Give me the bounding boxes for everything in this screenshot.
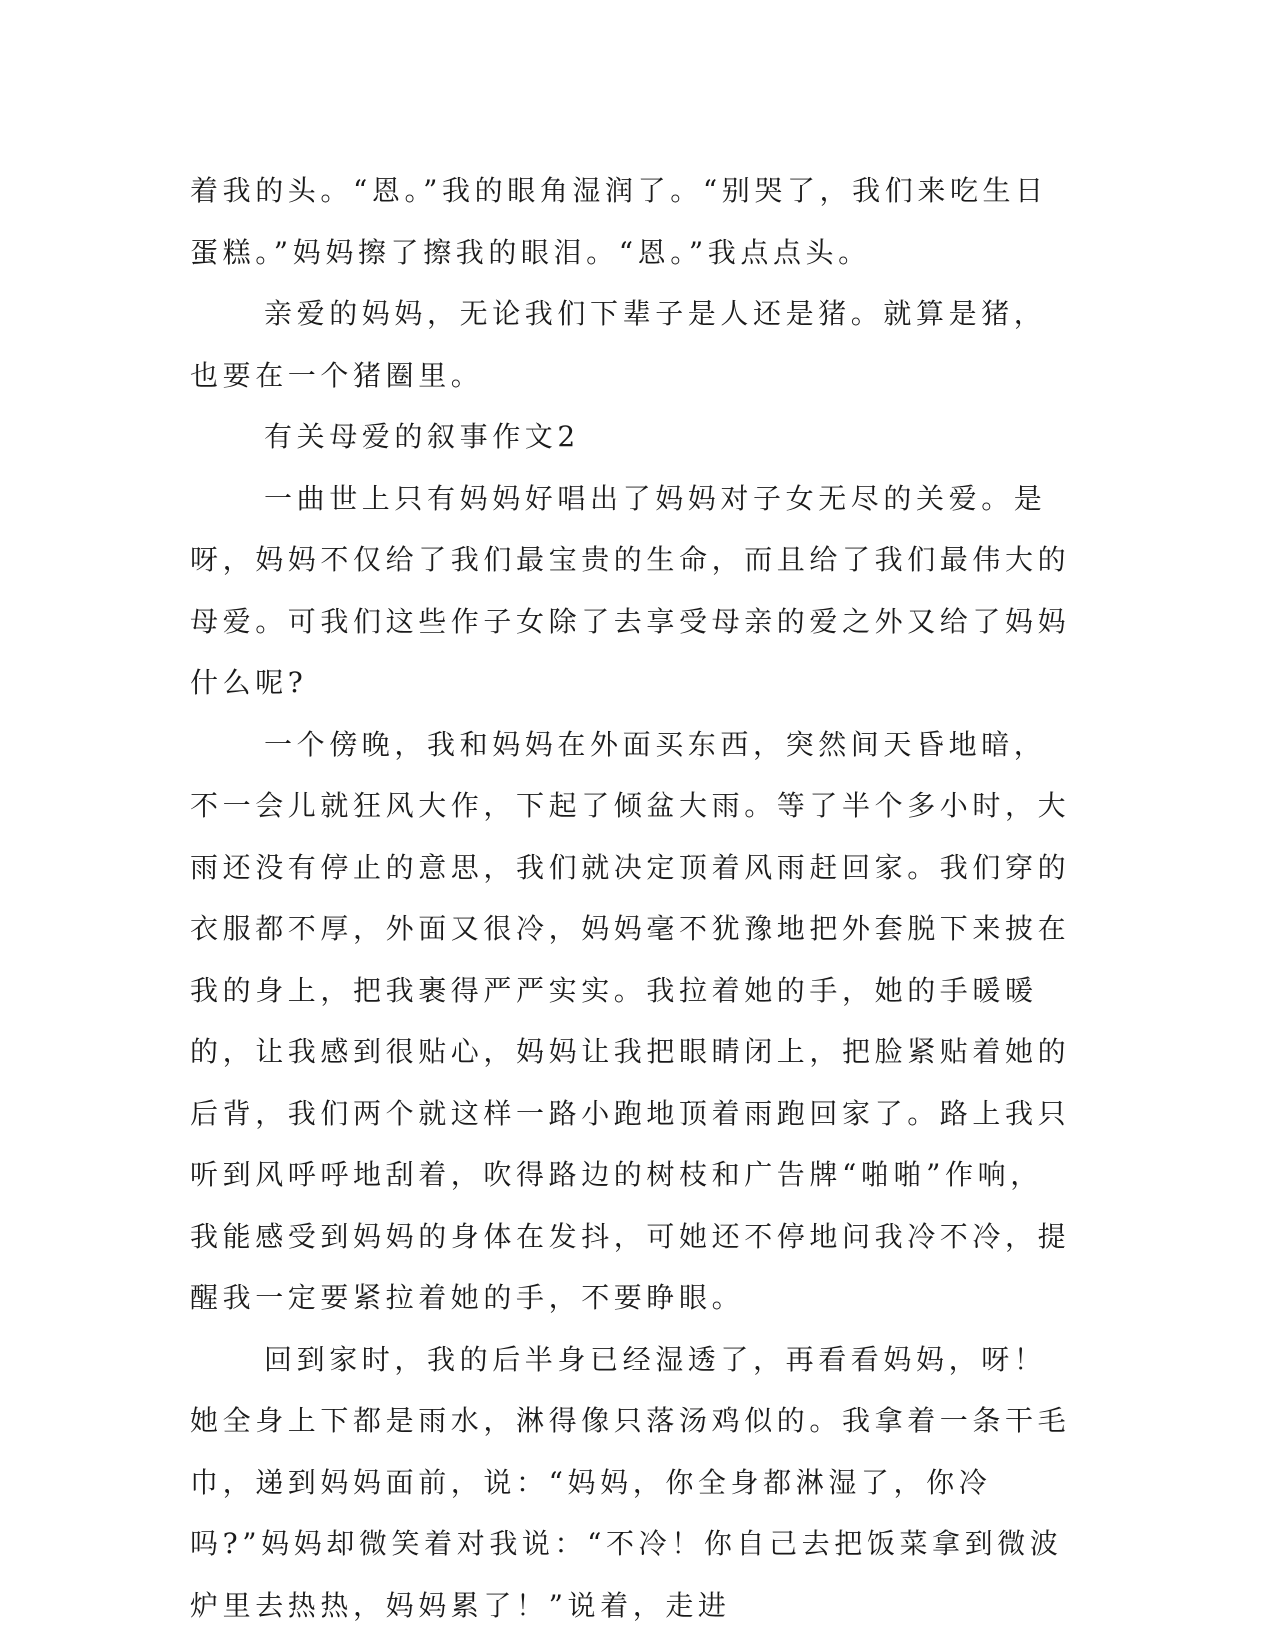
paragraph-rain-story: 一个傍晚，我和妈妈在外面买东西，突然间天昏地暗，不一会儿就狂风大作，下起了倾盆大雨。等了半个多小时，大雨还没有停止的意思，我们就决定顶着风雨赶回家。我们穿的衣服都不厚，外面又很冷，妈妈毫不犹豫地把外套脱下来披在我的身上，把我裹得严严实实。我拉着她的手，她的手暖暖的，让我感到很贴心，妈妈让我把眼睛闭上，把脸紧贴着她的后背，我们两个就这样一路小跑地顶着雨跑回家了。路上我只听到风呼呼地刮着，吹得路边的树枝和广告牌“啪啪”作响，我能感受到妈妈的身体在发抖，可她还不停地问我冷不冷，提醒我一定要紧拉着她的手，不要睁眼。 (190, 727, 1071, 1314)
document-body (190, 160, 1075, 1636)
paragraph-intro: 一曲世上只有妈妈好唱出了妈妈对子女无尽的关爱。是呀，妈妈不仅给了我们最宝贵的生命，而且给了我们最伟大的母爱。可我们这些作子女除了去享受母亲的爱之外又给了妈妈什么呢? (190, 481, 1071, 699)
paragraph-continuation: 着我的头。“恩。”我的眼角湿润了。“别哭了，我们来吃生日蛋糕。”妈妈擦了擦我的眼泪。“恩。”我点点头。 (190, 174, 1048, 269)
essay-heading: 有关母爱的叙事作文2 (264, 420, 580, 453)
paragraph-home: 回到家时，我的后半身已经湿透了，再看看妈妈，呀！她全身上下都是雨水，淋得像只落汤鸡似的。我拿着一条干毛巾，递到妈妈面前，说：“妈妈，你全身都淋湿了，你冷吗?”妈妈却微笑着对我说：“不冷！你自己去把饭菜拿到微波炉里去热热，妈妈累了！”说着，走进 (190, 1342, 1071, 1622)
paragraph-closing: 亲爱的妈妈，无论我们下辈子是人还是猪。就算是猪，也要在一个猪圈里。 (190, 297, 1047, 392)
